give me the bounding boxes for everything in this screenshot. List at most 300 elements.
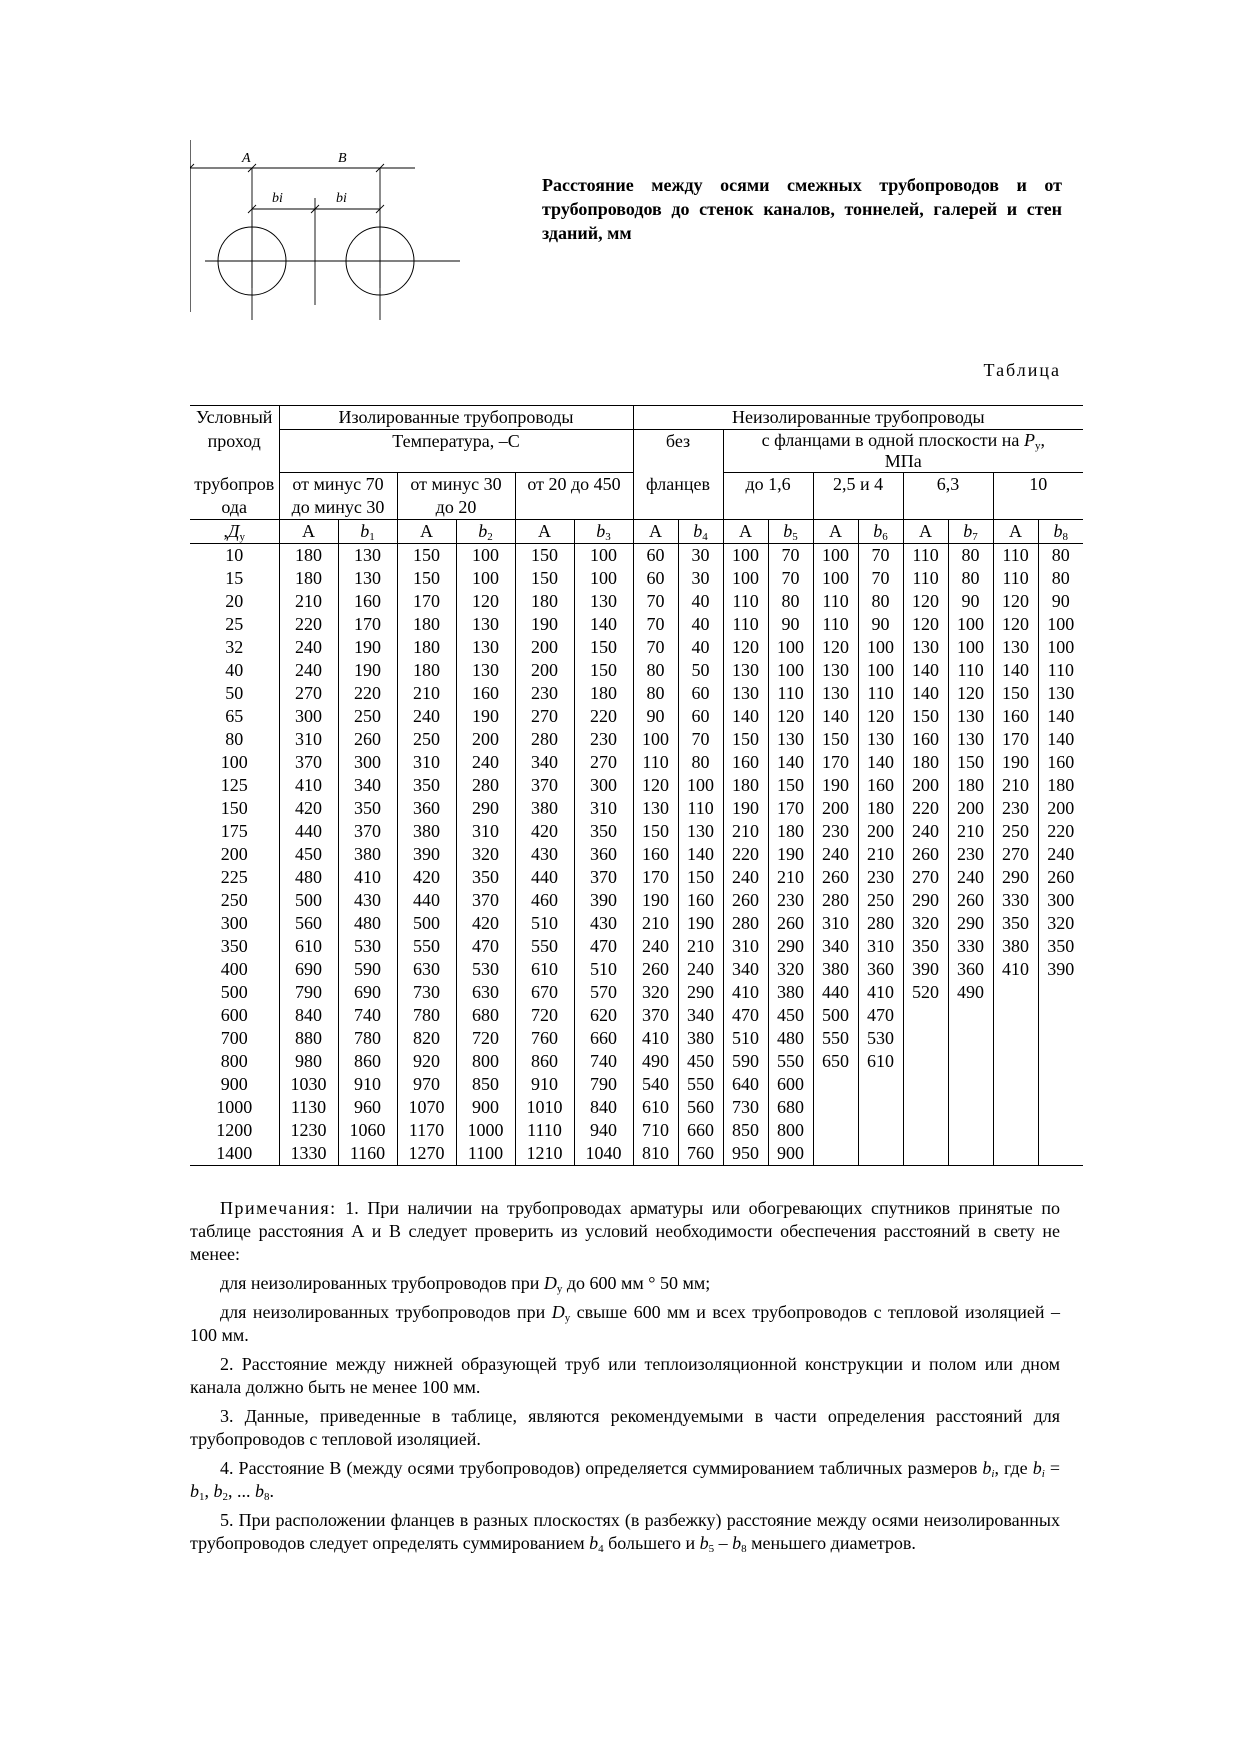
table-cell: 360 — [858, 958, 903, 981]
table-cell: 130 — [813, 682, 858, 705]
table-cell: 90 — [1038, 590, 1083, 613]
table-cell: 230 — [515, 682, 574, 705]
note-1a: для неизолированных трубопроводов при $D_у$ до 600 мм ° 50 мм; — [220, 1273, 711, 1295]
table-cell: 130 — [948, 705, 993, 728]
table-cell: 470 — [723, 1004, 768, 1027]
header-temp-range-1: от минус 70 до минус 30 — [279, 473, 397, 520]
table-cell-diameter: 1200 — [216, 1120, 253, 1140]
table-cell: 100 — [768, 659, 813, 682]
table-cell: 210 — [678, 935, 723, 958]
table-cell: 60 — [633, 567, 678, 590]
table-cell: 680 — [768, 1096, 813, 1119]
table-cell: 370 — [338, 820, 397, 843]
table-cell: 270 — [993, 843, 1038, 866]
table-cell: 100 — [858, 659, 903, 682]
table-cell: 380 — [768, 981, 813, 1004]
table-cell: 210 — [993, 774, 1038, 797]
table-cell: 1100 — [456, 1142, 515, 1166]
table-cell: 460 — [515, 889, 574, 912]
table-cell-diameter: 80 — [225, 729, 244, 749]
table-cell: 650 — [813, 1050, 858, 1073]
table-cell: 720 — [515, 1004, 574, 1027]
table-cell: 180 — [723, 774, 768, 797]
table-cell: 200 — [1038, 797, 1083, 820]
table-cell: 160 — [993, 705, 1038, 728]
table-cell-diameter: 10 — [225, 545, 244, 565]
table-cell: 60 — [678, 682, 723, 705]
table-cell: 280 — [813, 889, 858, 912]
table-cell: 290 — [768, 935, 813, 958]
label-bi-2: bi — [336, 191, 347, 206]
table-cell: 1070 — [397, 1096, 456, 1119]
table-cell: 350 — [456, 866, 515, 889]
table-cell: 350 — [338, 797, 397, 820]
table-cell: 150 — [515, 567, 574, 590]
table-cell: 730 — [397, 981, 456, 1004]
table-row — [190, 1119, 1083, 1142]
table-cell: 320 — [768, 958, 813, 981]
table-cell — [948, 1027, 993, 1050]
table-cell: 410 — [993, 958, 1038, 981]
table-cell: 380 — [993, 935, 1038, 958]
table-cell: 90 — [633, 705, 678, 728]
table-body — [190, 544, 1083, 1166]
table-cell: 180 — [397, 636, 456, 659]
table-cell: 390 — [1038, 958, 1083, 981]
table-row — [190, 682, 1083, 705]
table-cell: 200 — [858, 820, 903, 843]
header-uninsulated: Неизолированные трубопроводы — [633, 406, 1083, 430]
table-cell: 240 — [456, 751, 515, 774]
table-cell: 30 — [678, 567, 723, 590]
table-cell — [813, 1096, 858, 1119]
table-cell: 140 — [813, 705, 858, 728]
table-cell: 350 — [574, 820, 633, 843]
table-cell: 270 — [279, 682, 338, 705]
table-row — [190, 613, 1083, 636]
table-cell — [1038, 981, 1083, 1004]
header-cond-1: Условный — [190, 406, 279, 430]
table-cell: 120 — [768, 705, 813, 728]
table-row — [190, 912, 1083, 935]
table-cell: 150 — [813, 728, 858, 751]
table-cell: 120 — [456, 590, 515, 613]
table-cell: 660 — [574, 1027, 633, 1050]
table-cell-diameter: 200 — [220, 844, 248, 864]
table-cell: 130 — [678, 820, 723, 843]
table-cell: 350 — [993, 912, 1038, 935]
table-cell: 190 — [813, 774, 858, 797]
table-cell: 210 — [279, 590, 338, 613]
table-cell: 180 — [948, 774, 993, 797]
table-cell: 170 — [338, 613, 397, 636]
table-cell: 280 — [858, 912, 903, 935]
table-cell: 90 — [858, 613, 903, 636]
table-cell: 40 — [678, 613, 723, 636]
subheader-b-8: $b_8$ — [1038, 520, 1083, 544]
table-row — [190, 1004, 1083, 1027]
table-cell — [1038, 1073, 1083, 1096]
table-cell: 40 — [678, 636, 723, 659]
table-cell — [993, 1142, 1038, 1166]
table-cell: 500 — [813, 1004, 858, 1027]
table-cell — [1038, 1142, 1083, 1166]
table-cell — [903, 1073, 948, 1096]
table-cell: 480 — [338, 912, 397, 935]
table-cell: 100 — [768, 636, 813, 659]
table-cell: 380 — [678, 1027, 723, 1050]
table-cell: 630 — [397, 958, 456, 981]
table-cell: 280 — [723, 912, 768, 935]
document-title: Расстояние между осями смежных трубопроводов и от трубопроводов до стенок каналов, тоннелей, галерей и стен зданий, мм — [542, 175, 1062, 243]
table-cell: 120 — [948, 682, 993, 705]
subheader-a-6: А — [813, 520, 858, 544]
table-cell: 410 — [858, 981, 903, 1004]
table-cell: 140 — [1038, 705, 1083, 728]
table-cell — [858, 1119, 903, 1142]
table-cell: 130 — [813, 659, 858, 682]
label-bi-1: bi — [272, 191, 283, 206]
table-cell: 60 — [633, 544, 678, 568]
subheader-a-3: А — [515, 520, 574, 544]
table-cell: 780 — [338, 1027, 397, 1050]
table-cell: 220 — [338, 682, 397, 705]
table-cell: 360 — [574, 843, 633, 866]
table-cell: 810 — [633, 1142, 678, 1166]
table-cell: 150 — [768, 774, 813, 797]
pipe-spacing-diagram — [190, 140, 470, 330]
table-cell: 280 — [456, 774, 515, 797]
table-cell: 130 — [574, 590, 633, 613]
table-cell: 660 — [678, 1119, 723, 1142]
table-cell: 230 — [574, 728, 633, 751]
table-cell — [948, 1142, 993, 1166]
table-cell — [903, 1004, 948, 1027]
table-cell: 340 — [515, 751, 574, 774]
table-cell: 170 — [768, 797, 813, 820]
table-cell: 70 — [633, 590, 678, 613]
table-cell: 140 — [768, 751, 813, 774]
table-cell-diameter: 50 — [225, 683, 244, 703]
table-cell: 50 — [678, 659, 723, 682]
table-cell: 150 — [574, 659, 633, 682]
table-cell: 130 — [723, 682, 768, 705]
table-cell: 240 — [279, 659, 338, 682]
table-cell: 530 — [456, 958, 515, 981]
table-cell: 300 — [574, 774, 633, 797]
table-cell-diameter: 125 — [220, 775, 248, 795]
table-cell: 160 — [723, 751, 768, 774]
table-cell: 180 — [397, 613, 456, 636]
header-pressure-2: 2,5 и 4 — [813, 473, 903, 520]
table-cell: 260 — [768, 912, 813, 935]
table-cell: 1270 — [397, 1142, 456, 1166]
table-cell: 320 — [903, 912, 948, 935]
table-cell: 140 — [903, 682, 948, 705]
subheader-b-1: $b_1$ — [338, 520, 397, 544]
table-cell: 100 — [858, 636, 903, 659]
table-cell: 150 — [903, 705, 948, 728]
table-cell: 550 — [397, 935, 456, 958]
table-cell: 210 — [723, 820, 768, 843]
table-cell — [948, 1050, 993, 1073]
table-cell: 740 — [574, 1050, 633, 1073]
table-row — [190, 751, 1083, 774]
table-cell — [993, 1004, 1038, 1027]
table-cell: 270 — [574, 751, 633, 774]
table-cell: 860 — [338, 1050, 397, 1073]
table-cell: 510 — [574, 958, 633, 981]
table-cell: 70 — [678, 728, 723, 751]
table-cell: 230 — [948, 843, 993, 866]
table-cell: 100 — [948, 613, 993, 636]
table-cell: 110 — [993, 567, 1038, 590]
table-cell: 130 — [1038, 682, 1083, 705]
table-cell: 440 — [397, 889, 456, 912]
table-cell: 1010 — [515, 1096, 574, 1119]
table-cell: 510 — [515, 912, 574, 935]
table-row — [190, 728, 1083, 751]
table-cell: 310 — [858, 935, 903, 958]
table-cell: 450 — [678, 1050, 723, 1073]
table-cell: 140 — [1038, 728, 1083, 751]
table-cell: 260 — [903, 843, 948, 866]
table-cell: 270 — [903, 866, 948, 889]
table-cell: 90 — [948, 590, 993, 613]
table-row — [190, 659, 1083, 682]
table-cell: 80 — [858, 590, 903, 613]
table-cell: 790 — [279, 981, 338, 1004]
table-cell: 240 — [678, 958, 723, 981]
table-cell: 320 — [456, 843, 515, 866]
table-cell: 290 — [993, 866, 1038, 889]
table-cell — [993, 1073, 1038, 1096]
table-cell: 600 — [768, 1073, 813, 1096]
subheader-a-1: А — [279, 520, 338, 544]
table-cell: 180 — [515, 590, 574, 613]
table-cell: 180 — [768, 820, 813, 843]
table-cell: 130 — [338, 544, 397, 568]
table-cell: 230 — [858, 866, 903, 889]
notes-section — [190, 1197, 1060, 1561]
subheader-a-8: А — [993, 520, 1038, 544]
table-cell: 940 — [574, 1119, 633, 1142]
table-cell: 140 — [723, 705, 768, 728]
table-cell: 80 — [1038, 567, 1083, 590]
table-cell: 850 — [723, 1119, 768, 1142]
table-cell: 470 — [858, 1004, 903, 1027]
table-cell: 250 — [858, 889, 903, 912]
table-cell: 100 — [678, 774, 723, 797]
table-cell — [903, 1027, 948, 1050]
table-cell: 80 — [633, 682, 678, 705]
header-cond-2: проход — [207, 430, 261, 451]
table-cell: 100 — [574, 567, 633, 590]
table-cell: 240 — [903, 820, 948, 843]
table-cell: 160 — [903, 728, 948, 751]
header-flanges: с фланцами в одной плоскости на $Р_у$, МПа — [723, 430, 1083, 473]
table-cell: 180 — [574, 682, 633, 705]
subheader-a-7: А — [903, 520, 948, 544]
table-row — [190, 866, 1083, 889]
table-row — [190, 544, 1083, 568]
table-cell: 570 — [574, 981, 633, 1004]
table-cell — [813, 1142, 858, 1166]
table-cell: 100 — [456, 544, 515, 568]
table-cell — [858, 1073, 903, 1096]
table-cell — [903, 1119, 948, 1142]
table-cell: 110 — [723, 590, 768, 613]
table-cell: 100 — [813, 544, 858, 568]
table-cell: 690 — [338, 981, 397, 1004]
table-cell: 300 — [279, 705, 338, 728]
table-cell: 550 — [515, 935, 574, 958]
table-cell: 130 — [456, 659, 515, 682]
table-cell: 250 — [993, 820, 1038, 843]
table-cell — [1038, 1119, 1083, 1142]
table-cell: 440 — [515, 866, 574, 889]
table-cell: 410 — [338, 866, 397, 889]
table-cell: 800 — [768, 1119, 813, 1142]
table-cell: 620 — [574, 1004, 633, 1027]
table-cell: 260 — [1038, 866, 1083, 889]
table-cell: 310 — [574, 797, 633, 820]
subheader-b-5: $b_5$ — [768, 520, 813, 544]
table-cell: 210 — [633, 912, 678, 935]
table-cell: 1060 — [338, 1119, 397, 1142]
table-cell: 290 — [678, 981, 723, 1004]
table-cell: 190 — [633, 889, 678, 912]
table-cell-diameter: 150 — [220, 798, 248, 818]
table-row — [190, 636, 1083, 659]
table-cell: 610 — [279, 935, 338, 958]
table-cell-diameter: 25 — [225, 614, 244, 634]
table-cell — [1038, 1027, 1083, 1050]
table-cell: 330 — [948, 935, 993, 958]
table-cell: 120 — [633, 774, 678, 797]
table-cell — [1038, 1050, 1083, 1073]
table-row — [190, 567, 1083, 590]
table-cell: 350 — [903, 935, 948, 958]
header-temp-range-2: от минус 30 до 20 — [397, 473, 515, 520]
table-cell-diameter: 65 — [225, 706, 244, 726]
label-b: B — [338, 151, 347, 166]
table-cell: 130 — [858, 728, 903, 751]
table-cell: 110 — [993, 544, 1038, 568]
table-cell: 110 — [813, 590, 858, 613]
table-cell: 270 — [515, 705, 574, 728]
table-cell: 220 — [574, 705, 633, 728]
table-row — [190, 889, 1083, 912]
table-cell-diameter: 40 — [225, 660, 244, 680]
table-cell: 70 — [633, 636, 678, 659]
table-cell: 130 — [633, 797, 678, 820]
table-cell: 550 — [813, 1027, 858, 1050]
table-cell: 170 — [813, 751, 858, 774]
table-cell: 240 — [397, 705, 456, 728]
table-cell: 220 — [903, 797, 948, 820]
table-cell: 720 — [456, 1027, 515, 1050]
table-row — [190, 843, 1083, 866]
table-cell: 230 — [768, 889, 813, 912]
table-cell: 1160 — [338, 1142, 397, 1166]
table-cell-diameter: 350 — [220, 936, 248, 956]
table-cell: 150 — [723, 728, 768, 751]
table-cell: 550 — [678, 1073, 723, 1096]
table-cell: 490 — [633, 1050, 678, 1073]
table-cell: 710 — [633, 1119, 678, 1142]
table-cell: 370 — [574, 866, 633, 889]
table-cell: 310 — [456, 820, 515, 843]
table-cell: 80 — [678, 751, 723, 774]
table-cell: 1210 — [515, 1142, 574, 1166]
table-cell — [813, 1073, 858, 1096]
table-cell: 560 — [279, 912, 338, 935]
table-cell: 380 — [813, 958, 858, 981]
table-cell: 380 — [338, 843, 397, 866]
table-cell: 200 — [813, 797, 858, 820]
table-caption: Таблица — [983, 360, 1061, 380]
table-cell: 100 — [456, 567, 515, 590]
table-cell — [948, 1004, 993, 1027]
table-cell: 200 — [515, 659, 574, 682]
table-cell: 910 — [338, 1073, 397, 1096]
table-cell-diameter: 500 — [220, 982, 248, 1002]
table-cell: 160 — [456, 682, 515, 705]
table-cell: 130 — [993, 636, 1038, 659]
table-cell: 30 — [678, 544, 723, 568]
table-cell: 440 — [813, 981, 858, 1004]
table-cell: 370 — [456, 889, 515, 912]
table-cell: 290 — [948, 912, 993, 935]
table-row — [190, 590, 1083, 613]
table-cell-diameter: 100 — [220, 752, 248, 772]
table-cell: 340 — [813, 935, 858, 958]
table-cell: 740 — [338, 1004, 397, 1027]
table-cell: 330 — [993, 889, 1038, 912]
table-cell: 110 — [903, 544, 948, 568]
table-cell: 820 — [397, 1027, 456, 1050]
table-cell: 120 — [903, 613, 948, 636]
table-cell: 260 — [948, 889, 993, 912]
header-pressure-3: 6,3 — [903, 473, 993, 520]
table-row — [190, 1096, 1083, 1119]
subheader-a-4: А — [633, 520, 678, 544]
table-cell: 200 — [456, 728, 515, 751]
table-cell: 80 — [768, 590, 813, 613]
table-cell: 530 — [338, 935, 397, 958]
table-cell — [948, 1119, 993, 1142]
table-cell: 1030 — [279, 1073, 338, 1096]
table-cell: 190 — [723, 797, 768, 820]
table-cell: 100 — [723, 544, 768, 568]
table-cell: 1000 — [456, 1119, 515, 1142]
table-cell: 150 — [397, 544, 456, 568]
table-cell: 850 — [456, 1073, 515, 1096]
table-cell: 100 — [813, 567, 858, 590]
table-cell — [993, 1119, 1038, 1142]
label-a: A — [242, 151, 251, 166]
table-cell: 420 — [456, 912, 515, 935]
table-cell-diameter: 175 — [220, 821, 248, 841]
table-cell: 190 — [515, 613, 574, 636]
table-row — [190, 1142, 1083, 1166]
table-cell: 190 — [456, 705, 515, 728]
table-cell: 140 — [903, 659, 948, 682]
table-cell: 220 — [723, 843, 768, 866]
table-cell: 550 — [768, 1050, 813, 1073]
table-cell: 70 — [768, 544, 813, 568]
